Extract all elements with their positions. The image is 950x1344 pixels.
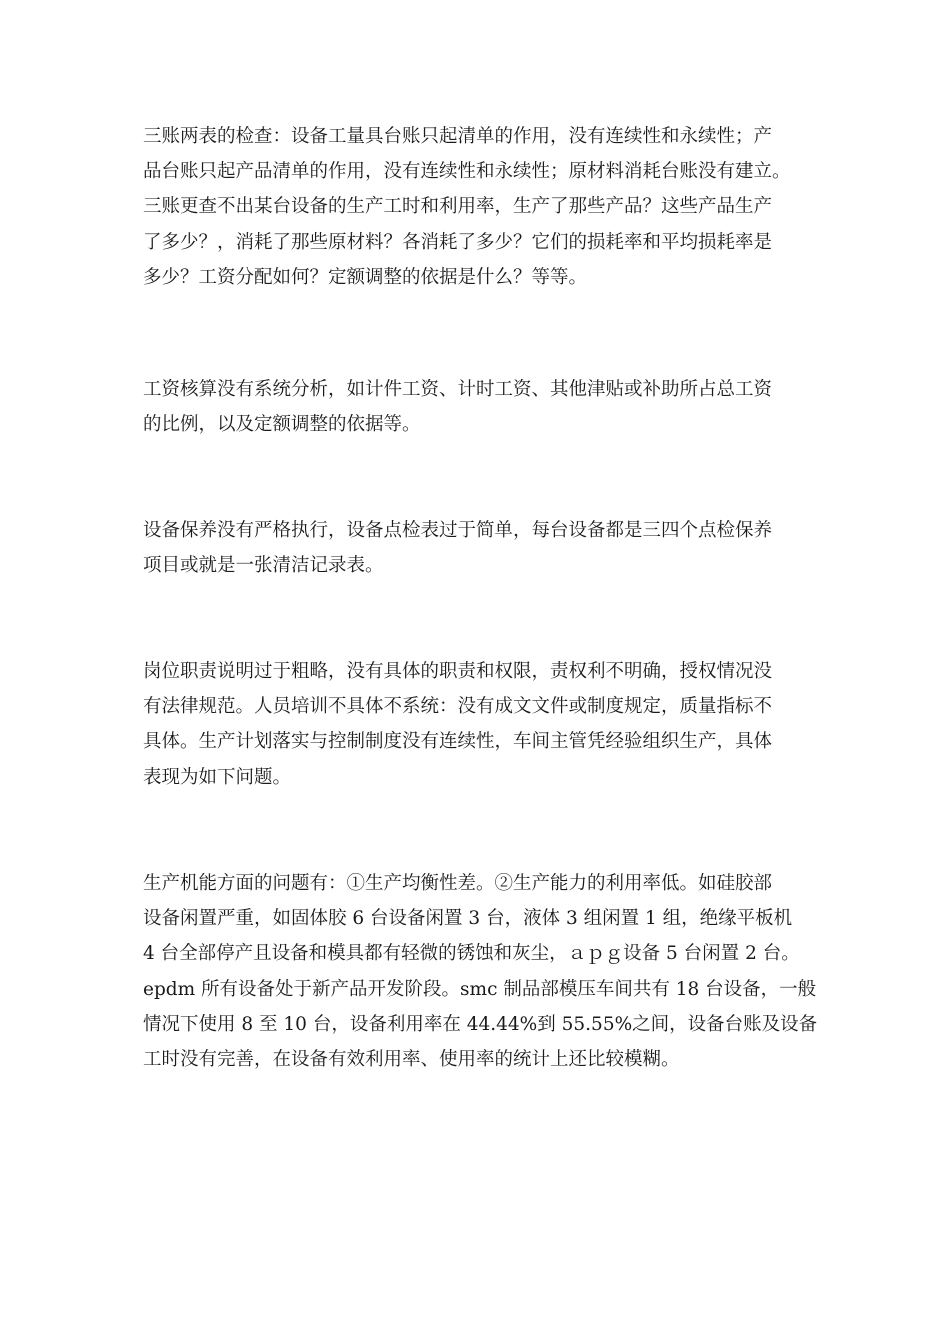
text-line: 品台账只起产品清单的作用，没有连续性和永续性；原材料消耗台账没有建立。: [143, 161, 791, 183]
text-line: 设备保养没有严格执行，设备点检表过于简单，每台设备都是三四个点检保养: [143, 520, 773, 541]
paragraph-production-function: [143, 866, 818, 1077]
text-line: 了多少？，消耗了那些原材料？各消耗了多少？它们的损耗率和平均损耗率是: [143, 231, 773, 253]
text-line: 情况下使用 8 至 10 台，设备利用率在 44.44%到 55.55%之间，设备台账及设备: [143, 1013, 818, 1035]
paragraph-equipment-maintenance: [143, 513, 808, 583]
text-line: 岗位职责说明过于粗略，没有具体的职责和权限，责权利不明确，授权情况没: [143, 661, 773, 682]
text-line: 表现为如下问题。: [143, 766, 292, 788]
paragraph-three-accounts: [143, 119, 808, 295]
text-line: 工资核算没有系统分析，如计件工资、计时工资、其他津贴或补助所占总工资: [143, 379, 773, 400]
text-line: 有法律规范。人员培训不具体不系统：没有成文文件或制度规定，质量指标不: [143, 696, 773, 718]
text-line: 的比例，以及定额调整的依据等。: [143, 414, 421, 436]
text-line: 多少？工资分配如何？定额调整的依据是什么？等等。: [143, 266, 588, 288]
paragraph-job-responsibilities: [143, 654, 808, 795]
text-line: 工时没有完善，在设备有效利用率、使用率的统计上还比较模糊。: [143, 1048, 680, 1070]
text-line: 具体。生产计划落实与控制制度没有连续性，车间主管凭经验组织生产，具体: [143, 731, 773, 753]
text-line: 三账更查不出某台设备的生产工时和利用率，生产了那些产品？这些产品生产: [143, 196, 773, 218]
text-line: epdm 所有设备处于新产品开发阶段。smc 制品部模压车间共有 18 台设备，一般: [143, 978, 817, 1000]
paragraph-wage-accounting: [143, 372, 808, 442]
text-line: 4 台全部停产且设备和模具都有轻微的锈蚀和灰尘，ａｐｇ设备 5 台闲置 2 台。: [143, 943, 800, 965]
text-line: 设备闲置严重，如固体胶 6 台设备闲置 3 台，液体 3 组闲置 1 组，绝缘平板机: [143, 908, 793, 930]
text-line: 项目或就是一张清洁记录表。: [143, 555, 384, 577]
text-line: 三账两表的检查：设备工量具台账只起清单的作用，没有连续性和永续性；产: [143, 126, 773, 147]
text-line: 生产机能方面的问题有：①生产均衡性差。②生产能力的利用率低。如硅胶部: [143, 873, 773, 894]
